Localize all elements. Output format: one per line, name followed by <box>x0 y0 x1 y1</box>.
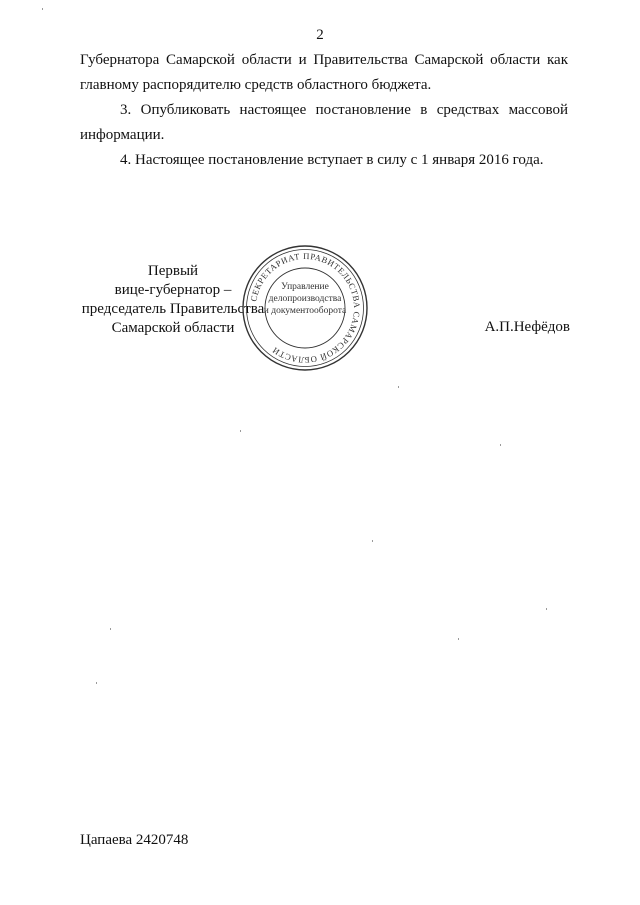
paragraph-2-continuation-line1: Губернатора Самарской области и Правительства Самарской области как <box>80 52 568 68</box>
paragraph-4: 4. Настоящее постановление вступает в силу с 1 января 2016 года. <box>120 152 544 168</box>
seal-center-line3: и документооборота <box>263 306 347 316</box>
seal-center-line2: делопроизводства <box>268 294 342 304</box>
page-number: 2 <box>316 27 324 43</box>
scan-speck <box>110 628 111 630</box>
signer-position-line4: Самарской области <box>111 320 235 336</box>
seal-center-line1: Управление <box>281 282 329 292</box>
paragraph-2-continuation-line2: главному распорядителю средств областного бюджета. <box>80 77 432 93</box>
signer-position-line3: председатель Правительства <box>81 301 265 317</box>
official-seal-stamp <box>240 243 370 373</box>
scan-speck <box>458 638 459 640</box>
signer-position-line1: Первый <box>147 263 199 279</box>
signer-position <box>80 262 266 338</box>
scan-speck <box>372 540 373 542</box>
scan-speck <box>240 430 241 432</box>
scan-speck <box>96 682 97 684</box>
paragraph-3: 3. Опубликовать настоящее постановление в средствах массовой информации. <box>80 102 568 143</box>
scan-speck <box>42 8 43 10</box>
body-text <box>80 48 568 173</box>
seal-center-text <box>260 281 350 317</box>
signer-name: А.П.Нефёдов <box>484 319 570 335</box>
signer-position-line2: вице-губернатор – <box>114 282 232 298</box>
scan-speck <box>500 444 501 446</box>
executor-info: Цапаева 2420748 <box>80 832 189 848</box>
scan-speck <box>398 386 399 388</box>
seal-ring-text: СЕКРЕТАРИАТ ПРАВИТЕЛЬСТВА САМАРСКОЙ ОБЛАСТИ <box>248 250 363 366</box>
scan-speck <box>546 608 547 610</box>
